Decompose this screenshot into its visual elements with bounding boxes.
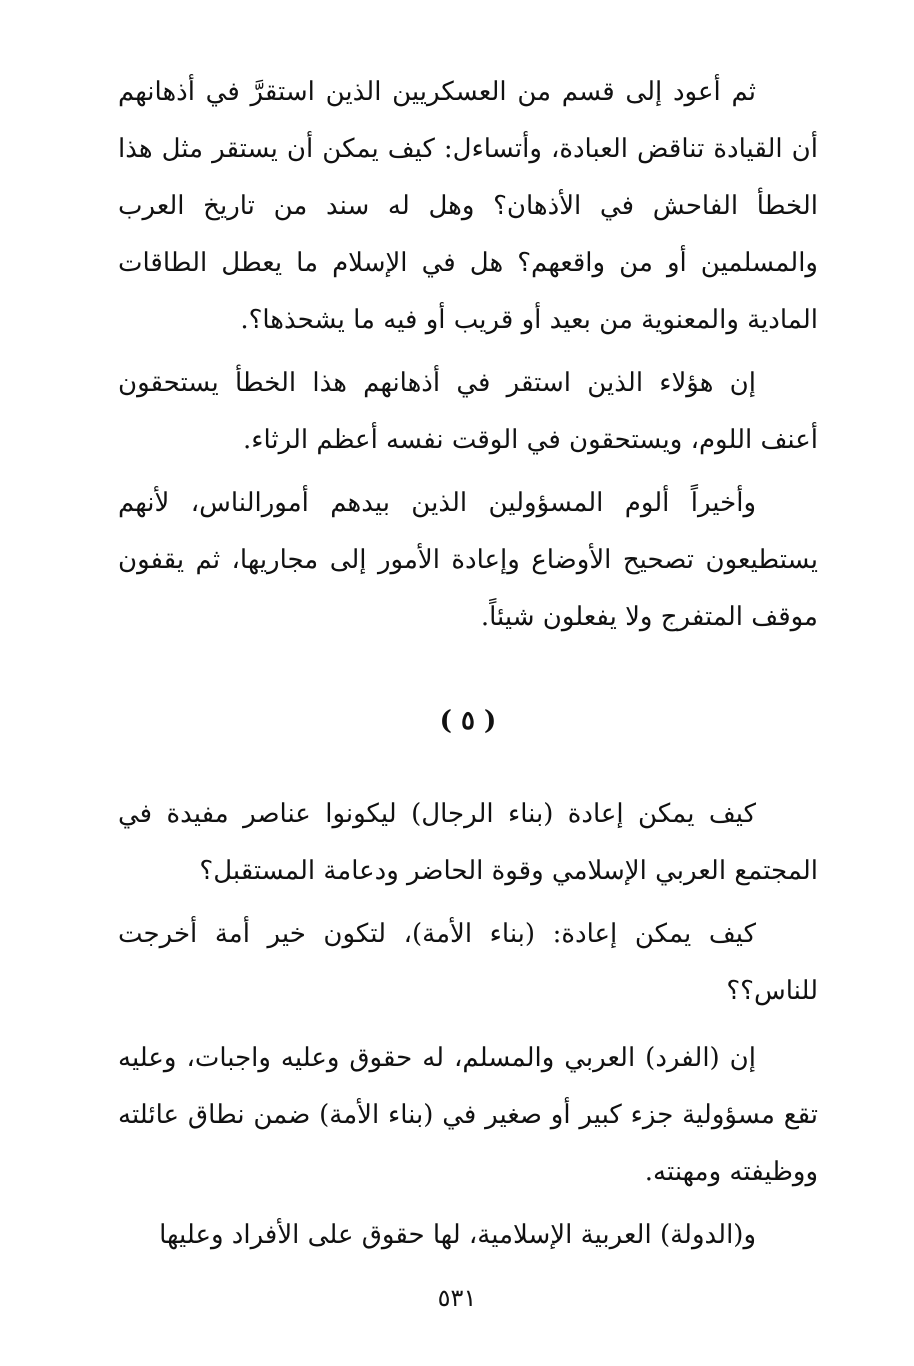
paragraph-spacer [118, 1020, 818, 1030]
paragraph-military-question: ثم أعود إلى قسم من العسكريين الذين استقرَّ في أذهانهم أن القيادة تناقض العبادة، وأتساءل: كيف يمكن أن يستقر مثل هذا الخطأ الفاحش في الأذهان؟ وهل له سند من تاريخ العرب والمسلمين أو من واقعهم؟ هل في الإسلام ما يعطل الطاقات المادية والمعنوية من بعيد أو قريب أو فيه ما يشحذها؟. [118, 77, 818, 335]
paragraph-state: و(الدولة) العربية الإسلامية، لها حقوق على الأفراد وعليها [159, 1220, 756, 1250]
paragraph-building-men: كيف يمكن إعادة (بناء الرجال) ليكونوا عناصر مفيدة في المجتمع العربي الإسلامي وقوة الحاضر ودعامة المستقبل؟ [118, 799, 818, 886]
section-number: ( ٥ ) [439, 706, 497, 736]
book-page [118, 64, 818, 1264]
paragraph-individual: إن (الفرد) العربي والمسلم، له حقوق وعليه واجبات، وعليه تقع مسؤولية جزء كبير أو صغير في (بناء الأمة) ضمن نطاق عائلته ووظيفته ومهنته. [118, 1043, 818, 1187]
paragraph-building-nation: كيف يمكن إعادة: (بناء الأمة)، لتكون خير أمة أخرجت للناس؟؟ [118, 919, 818, 1006]
page-number: ٥٣١ [437, 1284, 477, 1312]
paragraph-blame: إن هؤلاء الذين استقر في أذهانهم هذا الخطأ يستحقون أعنف اللوم، ويستحقون في الوقت نفسه أعظم الرثاء. [118, 368, 818, 455]
paragraph-officials: وأخيراً ألوم المسؤولين الذين بيدهم أمورالناس، لأنهم يستطيعون تصحيح الأوضاع وإعادة الأمور إلى مجاريها، ثم يقفون موقف المتفرج ولا يفعلون شيئاً. [118, 488, 818, 632]
